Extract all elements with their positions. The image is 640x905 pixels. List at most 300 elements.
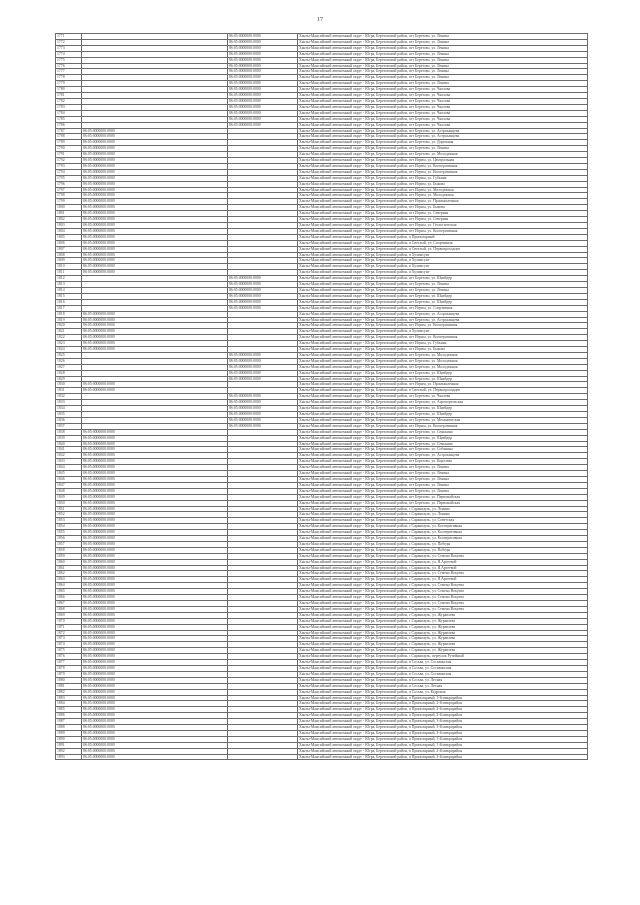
address-cell: Ханты-Мансийский автономный округ - Югра, Березовский район, пгт Березово, ул. Астраханцева bbox=[298, 128, 588, 134]
address-cell: Ханты-Мансийский автономный округ - Югра, Березовский район, пгт Березово, ул. Шнейдер bbox=[298, 276, 588, 282]
cadastral-number-cell: 86:05:0000000:0000 bbox=[82, 595, 228, 601]
address-cell: Ханты-Мансийский автономный округ - Югра, Березовский район, с Саранпауль, ул. Кооперативная bbox=[298, 530, 588, 536]
row-number-cell: 1775 bbox=[56, 57, 82, 63]
row-number-cell: 1820 bbox=[56, 323, 82, 329]
row-number-cell: 1864 bbox=[56, 583, 82, 589]
cadastral-number-alt-cell: 86:05:0000000:0000 bbox=[228, 34, 298, 40]
address-cell: Ханты-Мансийский автономный округ - Югра, Березовский район, с Саранпауль, ул. Семена Вокуева bbox=[298, 553, 588, 559]
cadastral-number-cell: 86:05:0000000:0000 bbox=[82, 725, 228, 731]
row-number-cell: 1825 bbox=[56, 352, 82, 358]
address-cell: Ханты-Мансийский автономный округ - Югра, Березовский район, п Приполярный, 1-й микрорайон bbox=[298, 695, 588, 701]
address-cell: Ханты-Мансийский автономный округ - Югра, Березовский район, пгт Березово, ул. Чкалова bbox=[298, 87, 588, 93]
row-number-cell: 1854 bbox=[56, 524, 82, 530]
cadastral-number-alt-cell: 86:05:0000000:0000 bbox=[228, 122, 298, 128]
row-number-cell: 1856 bbox=[56, 536, 82, 542]
cadastral-number-cell: 86:05:0000000:0000 bbox=[82, 630, 228, 636]
address-cell: Ханты-Мансийский автономный округ - Югра, Березовский район, пгт Березово, ул. Ленина bbox=[298, 282, 588, 288]
address-cell: Ханты-Мансийский автономный округ - Югра, Березовский район, пгт Березово, ул. Аэропортовская bbox=[298, 400, 588, 406]
address-cell: Ханты-Мансийский автономный округ - Югра, Березовский район, пгт Березово, ул. Шнейдер bbox=[298, 412, 588, 418]
address-cell: Ханты-Мансийский автономный округ - Югра, Березовский район, с Саранпауль, ул. Семена Вокуева bbox=[298, 595, 588, 601]
address-cell: Ханты-Мансийский автономный округ - Югра, Березовский район, п Приполярный, 2-й микрорайон bbox=[298, 713, 588, 719]
row-number-cell: 1787 bbox=[56, 128, 82, 134]
row-number-cell: 1772 bbox=[56, 39, 82, 45]
cadastral-number-cell: 86:05:0000000:0000 bbox=[82, 382, 228, 388]
cadastral-number-cell: 86:05:0000000:0000 bbox=[82, 541, 228, 547]
cadastral-number-cell: 86:05:0000000:0000 bbox=[82, 719, 228, 725]
address-cell: Ханты-Мансийский автономный округ - Югра, Березовский район, с Саранпауль, ул. Кооперативная bbox=[298, 536, 588, 542]
row-number-cell: 1839 bbox=[56, 435, 82, 441]
cadastral-number-alt-cell: 86:05:0000000:0000 bbox=[228, 406, 298, 412]
cadastral-number-cell: 86:05:0000000:0000 bbox=[82, 246, 228, 252]
row-number-cell: 1860 bbox=[56, 559, 82, 565]
address-cell: Ханты-Мансийский автономный округ - Югра, Березовский район, с Саранпауль, ул. Журавлева bbox=[298, 630, 588, 636]
cadastral-number-cell: 86:05:0000000:0000 bbox=[82, 577, 228, 583]
row-number-cell: 1892 bbox=[56, 748, 82, 754]
address-cell: Ханты-Мансийский автономный округ - Югра, Березовский район, пгт Березово, ул. Молодежная bbox=[298, 152, 588, 158]
address-cell: Ханты-Мансийский автономный округ - Югра, Березовский район, пгт Игрим, ул. Быкова bbox=[298, 205, 588, 211]
cadastral-number-alt-cell: 86:05:0000000:0000 bbox=[228, 110, 298, 116]
cadastral-number-cell: 86:05:0000000:0000 bbox=[82, 435, 228, 441]
cadastral-number-alt-cell: 86:05:0000000:0000 bbox=[228, 87, 298, 93]
address-cell: Ханты-Мансийский автономный округ - Югра, Березовский район, п Приполярный, 3-й микрорайон bbox=[298, 754, 588, 760]
cadastral-number-cell: 86:05:0000000:0000 bbox=[82, 158, 228, 164]
address-cell: Ханты-Мансийский автономный округ - Югра, Березовский район, с Саранпауль, ул. Семена Вокуева bbox=[298, 571, 588, 577]
address-cell: Ханты-Мансийский автономный округ - Югра, Березовский район, с Саранпауль, ул. Журавлева bbox=[298, 612, 588, 618]
cadastral-number-cell: 86:05:0000000:0000 bbox=[82, 618, 228, 624]
cadastral-number-cell: 86:05:0000000:0000 bbox=[82, 476, 228, 482]
address-cell: Ханты-Мансийский автономный округ - Югра, Березовский район, с Саранпауль, ул. Кооперативная bbox=[298, 524, 588, 530]
row-number-cell: 1849 bbox=[56, 494, 82, 500]
cadastral-number-cell: 86:05:0000000:0000 bbox=[82, 169, 228, 175]
cadastral-number-cell: 86:05:0000000:0000 bbox=[82, 730, 228, 736]
cadastral-number-cell: 86:05:0000000:0000 bbox=[82, 683, 228, 689]
address-cell: Ханты-Мансийский автономный округ - Югра, Березовский район, пгт Березово, ул. Шнейдер bbox=[298, 376, 588, 382]
row-number-cell: 1874 bbox=[56, 642, 82, 648]
address-cell: Ханты-Мансийский автономный округ - Югра, Березовский район, пгт Березово, ул. Шнейдер bbox=[298, 293, 588, 299]
row-number-cell: 1797 bbox=[56, 187, 82, 193]
address-cell: Ханты-Мансийский автономный округ - Югра, Березовский район, с Саранпауль, ул. Семена Вокуева bbox=[298, 606, 588, 612]
address-cell: Ханты-Мансийский автономный округ - Югра, Березовский район, п Приполярный, 2-й микрорайон bbox=[298, 701, 588, 707]
row-number-cell: 1771 bbox=[56, 34, 82, 40]
cadastral-number-cell: 86:05:0000000:0000 bbox=[82, 665, 228, 671]
address-cell: Ханты-Мансийский автономный округ - Югра, Березовский район, пгт Березово, ул. Первомайская bbox=[298, 500, 588, 506]
cadastral-number-alt-cell: 86:05:0000000:0000 bbox=[228, 287, 298, 293]
cadastral-number-cell: 86:05:0000000:0000 bbox=[82, 748, 228, 754]
address-cell: Ханты-Мансийский автономный округ - Югра, Березовский район, пгт Игрим, ул. Кооперативная bbox=[298, 323, 588, 329]
row-number-cell: 1823 bbox=[56, 341, 82, 347]
row-number-cell: 1804 bbox=[56, 228, 82, 234]
address-cell: Ханты-Мансийский автономный округ - Югра, Березовский район, пгт Березово, ул. Ленина bbox=[298, 81, 588, 87]
row-number-cell: 1801 bbox=[56, 211, 82, 217]
row-number-cell: 1828 bbox=[56, 370, 82, 376]
row-number-cell: 1876 bbox=[56, 654, 82, 660]
cadastral-number-alt-cell: 86:05:0000000:0000 bbox=[228, 423, 298, 429]
cadastral-number-cell: 86:05:0000000:0000 bbox=[82, 736, 228, 742]
row-number-cell: 1776 bbox=[56, 63, 82, 69]
row-number-cell: 1810 bbox=[56, 264, 82, 270]
address-cell: Ханты-Мансийский автономный округ - Югра, Березовский район, с Саранпауль, переулок Ручейный bbox=[298, 654, 588, 660]
address-cell: Ханты-Мансийский автономный округ - Югра, Березовский район, с Саранпауль, ул. Семена Вокуева bbox=[298, 601, 588, 607]
row-number-cell: 1774 bbox=[56, 51, 82, 57]
address-cell: Ханты-Мансийский автономный округ - Югра, Березовский район, пгт Игрим, ул. Северная bbox=[298, 217, 588, 223]
row-number-cell: 1835 bbox=[56, 412, 82, 418]
row-number-cell: 1805 bbox=[56, 234, 82, 240]
row-number-cell: 1802 bbox=[56, 217, 82, 223]
row-number-cell: 1837 bbox=[56, 423, 82, 429]
address-cell: Ханты-Мансийский автономный округ - Югра, Березовский район, пгт Березово, ул. Ленина bbox=[298, 69, 588, 75]
row-number-cell: 1795 bbox=[56, 175, 82, 181]
address-cell: Ханты-Мансийский автономный округ - Югра, Березовский район, пгт Березово, ул. Чкалова bbox=[298, 93, 588, 99]
cadastral-number-alt-cell: 86:05:0000000:0000 bbox=[228, 376, 298, 382]
row-number-cell: 1817 bbox=[56, 305, 82, 311]
cadastral-number-cell: 86:05:0000000:0000 bbox=[82, 453, 228, 459]
address-cell: Ханты-Мансийский автономный округ - Югра, Березовский район, с Саранпауль, ул. Журавлева bbox=[298, 648, 588, 654]
address-cell: Ханты-Мансийский автономный округ - Югра, Березовский район, пгт Березово, ул. Ленина bbox=[298, 57, 588, 63]
cadastral-number-cell: 86:05:0000000:0000 bbox=[82, 642, 228, 648]
row-number-cell: 1822 bbox=[56, 335, 82, 341]
address-cell: Ханты-Мансийский автономный округ - Югра, Березовский район, пгт Березово, ул. Собянина bbox=[298, 447, 588, 453]
address-cell: Ханты-Мансийский автономный округ - Югра, Березовский район, пгт Березово, ул. Чкалова bbox=[298, 104, 588, 110]
address-cell: Ханты-Мансийский автономный округ - Югра, Березовский район, п Сосьва, ул. Сосьвинская bbox=[298, 665, 588, 671]
cadastral-number-cell: 86:05:0000000:0000 bbox=[82, 671, 228, 677]
cadastral-number-cell: 86:05:0000000:0000 bbox=[82, 317, 228, 323]
row-number-cell: 1873 bbox=[56, 636, 82, 642]
cadastral-number-cell: 86:05:0000000:0000 bbox=[82, 329, 228, 335]
cadastral-number-cell: 86:05:0000000:0000 bbox=[82, 441, 228, 447]
cadastral-number-alt-cell: 86:05:0000000:0000 bbox=[228, 394, 298, 400]
address-cell: Ханты-Мансийский автономный округ - Югра, Березовский район, пгт Березово, ул. Чкалова bbox=[298, 122, 588, 128]
address-cell: Ханты-Мансийский автономный округ - Югра, Березовский район, пгт Березово, ул. Ленина bbox=[298, 488, 588, 494]
cadastral-number-cell: 86:05:0000000:0000 bbox=[82, 240, 228, 246]
cadastral-number-alt-cell: 86:05:0000000:0000 bbox=[228, 75, 298, 81]
address-cell: Ханты-Мансийский автономный округ - Югра, Березовский район, пгт Березово, ул. Механическая bbox=[298, 417, 588, 423]
address-cell: Ханты-Мансийский автономный округ - Югра, Березовский район, пгт Березово, ул. Сенькина bbox=[298, 441, 588, 447]
address-cell: Ханты-Мансийский автономный округ - Югра, Березовский район, пгт Березово, ул. Ленина bbox=[298, 51, 588, 57]
cadastral-number-cell: 86:05:0000000:0000 bbox=[82, 547, 228, 553]
row-number-cell: 1845 bbox=[56, 471, 82, 477]
address-cell: Ханты-Мансийский автономный округ - Югра, Березовский район, п Светлый, ул. Спортивная bbox=[298, 240, 588, 246]
row-number-cell: 1808 bbox=[56, 252, 82, 258]
address-cell: Ханты-Мансийский автономный округ - Югра, Березовский район, пгт Игрим, ул. Кооперативная bbox=[298, 163, 588, 169]
address-cell: Ханты-Мансийский автономный округ - Югра, Березовский район, п Сосьва, ул. Кедровая bbox=[298, 689, 588, 695]
address-cell: Ханты-Мансийский автономный округ - Югра, Березовский район, п Хулимсунт bbox=[298, 329, 588, 335]
cadastral-number-cell: 86:05:0000000:0000 bbox=[82, 187, 228, 193]
cadastral-number-cell: 86:05:0000000:0000 bbox=[82, 518, 228, 524]
cadastral-number-cell: 86:05:0000000:0000 bbox=[82, 347, 228, 353]
row-number-cell: 1812 bbox=[56, 276, 82, 282]
row-number-cell: 1842 bbox=[56, 453, 82, 459]
cadastral-number-cell: 86:05:0000000:0000 bbox=[82, 512, 228, 518]
row-number-cell: 1811 bbox=[56, 270, 82, 276]
table-row bbox=[56, 754, 588, 760]
cadastral-number-cell: 86:05:0000000:0000 bbox=[82, 323, 228, 329]
address-cell: Ханты-Мансийский автономный округ - Югра, Березовский район, с Саранпауль, ул. Семена Вокуева bbox=[298, 583, 588, 589]
row-number-cell: 1796 bbox=[56, 181, 82, 187]
row-number-cell: 1889 bbox=[56, 730, 82, 736]
cadastral-number-cell: 86:05:0000000:0000 bbox=[82, 193, 228, 199]
address-cell: Ханты-Мансийский автономный округ - Югра, Березовский район, пгт Игрим, ул. Спортивная bbox=[298, 305, 588, 311]
address-cell: Ханты-Мансийский автономный округ - Югра, Березовский район, с Саранпауль, ул. Ленина bbox=[298, 506, 588, 512]
row-number-cell: 1799 bbox=[56, 199, 82, 205]
address-cell: Ханты-Мансийский автономный округ - Югра, Березовский район, пгт Березово, ул. Ленина bbox=[298, 465, 588, 471]
cadastral-number-cell: 86:05:0000000:0000 bbox=[82, 252, 228, 258]
cadastral-number-cell: 86:05:0000000:0000 bbox=[82, 494, 228, 500]
address-cell: Ханты-Мансийский автономный округ - Югра, Березовский район, пгт Березово, ул. Первомайская bbox=[298, 494, 588, 500]
cadastral-number-alt-cell: 86:05:0000000:0000 bbox=[228, 299, 298, 305]
row-number-cell: 1780 bbox=[56, 87, 82, 93]
cadastral-number-cell: 86:05:0000000:0000 bbox=[82, 713, 228, 719]
address-cell: Ханты-Мансийский автономный округ - Югра, Березовский район, пгт Игрим, ул. Промышленная bbox=[298, 199, 588, 205]
row-number-cell: 1875 bbox=[56, 648, 82, 654]
row-number-cell: 1877 bbox=[56, 660, 82, 666]
address-cell: Ханты-Мансийский автономный округ - Югра, Березовский район, с Саранпауль, ул. Журавлева bbox=[298, 618, 588, 624]
address-cell: Ханты-Мансийский автономный округ - Югра, Березовский район, пгт Игрим, ул. Промышленная bbox=[298, 382, 588, 388]
row-number-cell: 1777 bbox=[56, 69, 82, 75]
row-number-cell: 1786 bbox=[56, 122, 82, 128]
address-cell: Ханты-Мансийский автономный округ - Югра, Березовский район, пгт Игрим, ул. Молодежная bbox=[298, 193, 588, 199]
cadastral-number-cell: 86:05:0000000:0000 bbox=[82, 134, 228, 140]
address-cell: Ханты-Мансийский автономный округ - Югра, Березовский район, пгт Березово, ул. Чкалова bbox=[298, 110, 588, 116]
address-cell: Ханты-Мансийский автономный округ - Югра, Березовский район, с Саранпауль, ул. Журавлева bbox=[298, 636, 588, 642]
row-number-cell: 1782 bbox=[56, 98, 82, 104]
cadastral-number-alt-cell: 86:05:0000000:0000 bbox=[228, 93, 298, 99]
cadastral-number-cell: 86:05:0000000:0000 bbox=[82, 234, 228, 240]
address-cell: Ханты-Мансийский автономный округ - Югра, Березовский район, п Приполярный, 3-й микрорайон bbox=[298, 725, 588, 731]
address-cell: Ханты-Мансийский автономный округ - Югра, Березовский район, п Светлый, ул. Первопроходцев bbox=[298, 246, 588, 252]
row-number-cell: 1798 bbox=[56, 193, 82, 199]
row-number-cell: 1833 bbox=[56, 400, 82, 406]
cadastral-number-cell: 86:05:0000000:0000 bbox=[82, 553, 228, 559]
row-number-cell: 1885 bbox=[56, 707, 82, 713]
row-number-cell: 1878 bbox=[56, 665, 82, 671]
address-cell: Ханты-Мансийский автономный округ - Югра, Березовский район, пгт Березово, ул. Шнейдер bbox=[298, 406, 588, 412]
cadastral-number-alt-cell: 86:05:0000000:0000 bbox=[228, 51, 298, 57]
cadastral-number-cell: 86:05:0000000:0000 bbox=[82, 388, 228, 394]
cadastral-number-alt-cell: 86:05:0000000:0000 bbox=[228, 81, 298, 87]
cadastral-number-cell: 86:05:0000000:0000 bbox=[82, 536, 228, 542]
address-cell: Ханты-Мансийский автономный округ - Югра, Березовский район, с Саранпауль, ул. Советская bbox=[298, 518, 588, 524]
row-number-cell: 1841 bbox=[56, 447, 82, 453]
row-number-cell: 1832 bbox=[56, 394, 82, 400]
address-cell: Ханты-Мансийский автономный округ - Югра, Березовский район, пгт Березово, ул. Ленина bbox=[298, 45, 588, 51]
cadastral-number-cell: 86:05:0000000:0000 bbox=[82, 689, 228, 695]
address-cell: Ханты-Мансийский автономный округ - Югра, Березовский район, п Хулимсунт bbox=[298, 270, 588, 276]
row-number-cell: 1815 bbox=[56, 293, 82, 299]
row-number-cell: 1869 bbox=[56, 612, 82, 618]
cadastral-number-cell: 86:05:0000000:0000 bbox=[82, 583, 228, 589]
cadastral-number-alt-cell: 86:05:0000000:0000 bbox=[228, 293, 298, 299]
cadastral-number-alt-cell: 86:05:0000000:0000 bbox=[228, 400, 298, 406]
row-number-cell: 1784 bbox=[56, 110, 82, 116]
row-number-cell: 1827 bbox=[56, 364, 82, 370]
address-cell: Ханты-Мансийский автономный округ - Югра, Березовский район, с Саранпауль, ул. Я.Артеевой bbox=[298, 565, 588, 571]
cadastral-number-cell: 86:05:0000000:0000 bbox=[82, 146, 228, 152]
row-number-cell: 1887 bbox=[56, 719, 82, 725]
row-number-cell: 1830 bbox=[56, 382, 82, 388]
cadastral-number-cell: 86:05:0000000:0000 bbox=[82, 648, 228, 654]
row-number-cell: 1818 bbox=[56, 311, 82, 317]
cadastral-number-cell: 86:05:0000000:0000 bbox=[82, 128, 228, 134]
address-cell: Ханты-Мансийский автономный округ - Югра, Березовский район, пгт Березово, ул. Шнейдер bbox=[298, 435, 588, 441]
row-number-cell: 1792 bbox=[56, 158, 82, 164]
row-number-cell: 1781 bbox=[56, 93, 82, 99]
row-number-cell: 1858 bbox=[56, 547, 82, 553]
row-number-cell: 1840 bbox=[56, 441, 82, 447]
address-cell: Ханты-Мансийский автономный округ - Югра, Березовский район, пгт Игрим, ул. Северная bbox=[298, 211, 588, 217]
cadastral-number-cell: 86:05:0000000:0000 bbox=[82, 264, 228, 270]
row-number-cell: 1868 bbox=[56, 606, 82, 612]
row-number-cell: 1779 bbox=[56, 81, 82, 87]
address-cell: Ханты-Мансийский автономный округ - Югра, Березовский район, пгт Березово, ул. Ленина bbox=[298, 146, 588, 152]
cadastral-number-cell: 86:05:0000000:0000 bbox=[82, 612, 228, 618]
address-cell: Ханты-Мансийский автономный округ - Югра, Березовский район, п Хулимсунт bbox=[298, 264, 588, 270]
address-cell: Ханты-Мансийский автономный округ - Югра, Березовский район, пгт Игрим, ул. Кооперативная bbox=[298, 228, 588, 234]
address-cell: Ханты-Мансийский автономный округ - Югра, Березовский район, пгт Березово, ул. Астраханцева bbox=[298, 311, 588, 317]
cadastral-number-cell: 86:05:0000000:0000 bbox=[82, 459, 228, 465]
row-number-cell: 1790 bbox=[56, 146, 82, 152]
cadastral-number-cell: 86:05:0000000:0000 bbox=[82, 677, 228, 683]
address-cell: Ханты-Мансийский автономный округ - Югра, Березовский район, пгт Березово, ул. Ленина bbox=[298, 287, 588, 293]
row-number-cell: 1853 bbox=[56, 518, 82, 524]
cadastral-number-cell: 86:05:0000000:0000 bbox=[82, 565, 228, 571]
row-number-cell: 1861 bbox=[56, 565, 82, 571]
address-cell: Ханты-Мансийский автономный округ - Югра, Березовский район, с Саранпауль, ул. Победы bbox=[298, 547, 588, 553]
cadastral-number-cell: 86:05:0000000:0000 bbox=[82, 270, 228, 276]
cadastral-number-cell: 86:05:0000000:0000 bbox=[82, 217, 228, 223]
address-cell: Ханты-Мансийский автономный округ - Югра, Березовский район, пгт Березово, ул. Чкалова bbox=[298, 98, 588, 104]
row-number-cell: 1857 bbox=[56, 541, 82, 547]
row-number-cell: 1809 bbox=[56, 258, 82, 264]
cadastral-number-cell: 86:05:0000000:0000 bbox=[82, 636, 228, 642]
cadastral-number-alt-cell: 86:05:0000000:0000 bbox=[228, 45, 298, 51]
cadastral-number-cell: 86:05:0000000:0000 bbox=[82, 482, 228, 488]
row-number-cell: 1838 bbox=[56, 429, 82, 435]
row-number-cell: 1880 bbox=[56, 677, 82, 683]
address-cell: Ханты-Мансийский автономный округ - Югра, Березовский район, с Саранпауль, ул. Журавлева bbox=[298, 624, 588, 630]
address-cell: Ханты-Мансийский автономный округ - Югра, Березовский район, пгт Березово, ул. Астраханцева bbox=[298, 453, 588, 459]
address-cell: Ханты-Мансийский автономный округ - Югра, Березовский район, пгт Березово, ул. Молодежная bbox=[298, 352, 588, 358]
cadastral-number-cell: 86:05:0000000:0000 bbox=[82, 695, 228, 701]
row-number-cell: 1850 bbox=[56, 500, 82, 506]
row-number-cell: 1848 bbox=[56, 488, 82, 494]
address-cell: Ханты-Мансийский автономный округ - Югра, Березовский район, с Саранпауль, ул. Я.Артеевой bbox=[298, 577, 588, 583]
row-number-cell: 1886 bbox=[56, 713, 82, 719]
cadastral-number-cell: 86:05:0000000:0000 bbox=[82, 465, 228, 471]
address-cell: Ханты-Мансийский автономный округ - Югра, Березовский район, п Приполярный, 1-й микрорайон bbox=[298, 742, 588, 748]
address-cell: Ханты-Мансийский автономный округ - Югра, Березовский район, п Приполярный, 3-й микрорайон bbox=[298, 719, 588, 725]
cadastral-number-cell: 86:05:0000000:0000 bbox=[82, 530, 228, 536]
row-number-cell: 1863 bbox=[56, 577, 82, 583]
cadastral-number-cell: 86:05:0000000:0000 bbox=[82, 524, 228, 530]
cadastral-number-cell: 86:05:0000000:0000 bbox=[82, 506, 228, 512]
address-cell: Ханты-Мансийский автономный округ - Югра, Березовский район, пгт Игрим, ул. Быкова bbox=[298, 347, 588, 353]
row-number-cell: 1881 bbox=[56, 683, 82, 689]
row-number-cell: 1834 bbox=[56, 406, 82, 412]
address-cell: Ханты-Мансийский автономный округ - Югра, Березовский район, пгт Игрим, ул. Губкина bbox=[298, 341, 588, 347]
row-number-cell: 1893 bbox=[56, 754, 82, 760]
row-number-cell: 1862 bbox=[56, 571, 82, 577]
cadastral-number-cell: 86:05:0000000:0000 bbox=[82, 571, 228, 577]
cadastral-number-alt-cell: 86:05:0000000:0000 bbox=[228, 39, 298, 45]
address-cell: Ханты-Мансийский автономный округ - Югра, Березовский район, п Приполярный, 2-й микрорайон bbox=[298, 707, 588, 713]
cadastral-number-cell: 86:05:0000000:0000 bbox=[82, 175, 228, 181]
address-cell: Ханты-Мансийский автономный округ - Югра, Березовский район, пгт Березово, ул. Королева bbox=[298, 459, 588, 465]
row-number-cell: 1793 bbox=[56, 163, 82, 169]
cadastral-number-alt-cell: 86:05:0000000:0000 bbox=[228, 305, 298, 311]
row-number-cell: 1846 bbox=[56, 476, 82, 482]
cadastral-number-alt-cell: 86:05:0000000:0000 bbox=[228, 352, 298, 358]
cadastral-number-cell: 86:05:0000000:0000 bbox=[82, 205, 228, 211]
row-number-cell: 1883 bbox=[56, 695, 82, 701]
address-cell: Ханты-Мансийский автономный округ - Югра, Березовский район, пгт Березово, ул. Ленина bbox=[298, 482, 588, 488]
row-number-cell: 1821 bbox=[56, 329, 82, 335]
row-number-cell: 1891 bbox=[56, 742, 82, 748]
row-number-cell: 1847 bbox=[56, 482, 82, 488]
row-number-cell: 1884 bbox=[56, 701, 82, 707]
cadastral-number-cell: 86:05:0000000:0000 bbox=[82, 471, 228, 477]
address-cell: Ханты-Мансийский автономный округ - Югра, Березовский район, пгт Березово, ул. Астраханцева bbox=[298, 134, 588, 140]
cadastral-number-alt-cell: 86:05:0000000:0000 bbox=[228, 63, 298, 69]
address-cell: Ханты-Мансийский автономный округ - Югра, Березовский район, пгт Березово, ул. Чкалова bbox=[298, 394, 588, 400]
row-number-cell: 1879 bbox=[56, 671, 82, 677]
cadastral-number-cell: 86:05:0000000:0000 bbox=[82, 140, 228, 146]
cadastral-number-cell: 86:05:0000000:0000 bbox=[82, 223, 228, 229]
row-number-cell: 1826 bbox=[56, 358, 82, 364]
address-cell: Ханты-Мансийский автономный округ - Югра, Березовский район, пгт Березово, ул. Молодежная bbox=[298, 358, 588, 364]
cadastral-number-cell: 86:05:0000000:0000 bbox=[82, 488, 228, 494]
cadastral-number-cell: 86:05:0000000:0000 bbox=[82, 311, 228, 317]
row-number-cell: 1859 bbox=[56, 553, 82, 559]
row-number-cell: 1851 bbox=[56, 506, 82, 512]
row-number-cell: 1778 bbox=[56, 75, 82, 81]
cadastral-number-cell: 86:05:0000000:0000 bbox=[82, 335, 228, 341]
row-number-cell: 1844 bbox=[56, 465, 82, 471]
row-number-cell: 1836 bbox=[56, 417, 82, 423]
registry-table bbox=[55, 33, 588, 760]
address-cell: Ханты-Мансийский автономный округ - Югра, Березовский район, пгт Игрим, ул. Быкова bbox=[298, 181, 588, 187]
row-number-cell: 1803 bbox=[56, 223, 82, 229]
address-cell: Ханты-Мансийский автономный округ - Югра, Березовский район, пгт Березово, ул. Ленина bbox=[298, 75, 588, 81]
row-number-cell: 1773 bbox=[56, 45, 82, 51]
cadastral-number-alt-cell: 86:05:0000000:0000 bbox=[228, 417, 298, 423]
cadastral-number-alt-cell: 86:05:0000000:0000 bbox=[228, 57, 298, 63]
address-cell: Ханты-Мансийский автономный округ - Югра, Березовский район, с Саранпауль, ул. Победы bbox=[298, 541, 588, 547]
row-number-cell: 1871 bbox=[56, 624, 82, 630]
row-number-cell: 1888 bbox=[56, 725, 82, 731]
cadastral-number-cell: 86:05:0000000:0000 bbox=[82, 654, 228, 660]
row-number-cell: 1794 bbox=[56, 169, 82, 175]
address-cell: Ханты-Мансийский автономный округ - Югра, Березовский район, п Приполярный, 1-й микрорайон bbox=[298, 736, 588, 742]
cadastral-number-cell: 86:05:0000000:0000 bbox=[82, 660, 228, 666]
row-number-cell: 1783 bbox=[56, 104, 82, 110]
cadastral-number-alt-cell: 86:05:0000000:0000 bbox=[228, 69, 298, 75]
row-number-cell: 1890 bbox=[56, 736, 82, 742]
row-number-cell: 1789 bbox=[56, 140, 82, 146]
address-cell: Ханты-Мансийский автономный округ - Югра, Березовский район, п Сосьва, ул. Сосьвинская bbox=[298, 671, 588, 677]
cadastral-number-cell: 86:05:0000000:0000 bbox=[82, 199, 228, 205]
row-number-cell: 1852 bbox=[56, 512, 82, 518]
cadastral-number-alt-cell: 86:05:0000000:0000 bbox=[228, 282, 298, 288]
row-number-cell: 1867 bbox=[56, 601, 82, 607]
row-number-cell: 1814 bbox=[56, 287, 82, 293]
address-cell: Ханты-Мансийский автономный округ - Югра, Березовский район, п Светлый, ул. Первопроходцев bbox=[298, 388, 588, 394]
row-number-cell: 1872 bbox=[56, 630, 82, 636]
row-number-cell: 1813 bbox=[56, 282, 82, 288]
row-number-cell: 1807 bbox=[56, 246, 82, 252]
row-number-cell: 1788 bbox=[56, 134, 82, 140]
address-cell: Ханты-Мансийский автономный округ - Югра, Березовский район, пгт Березово, ул. Астраханцева bbox=[298, 317, 588, 323]
row-number-cell: 1819 bbox=[56, 317, 82, 323]
